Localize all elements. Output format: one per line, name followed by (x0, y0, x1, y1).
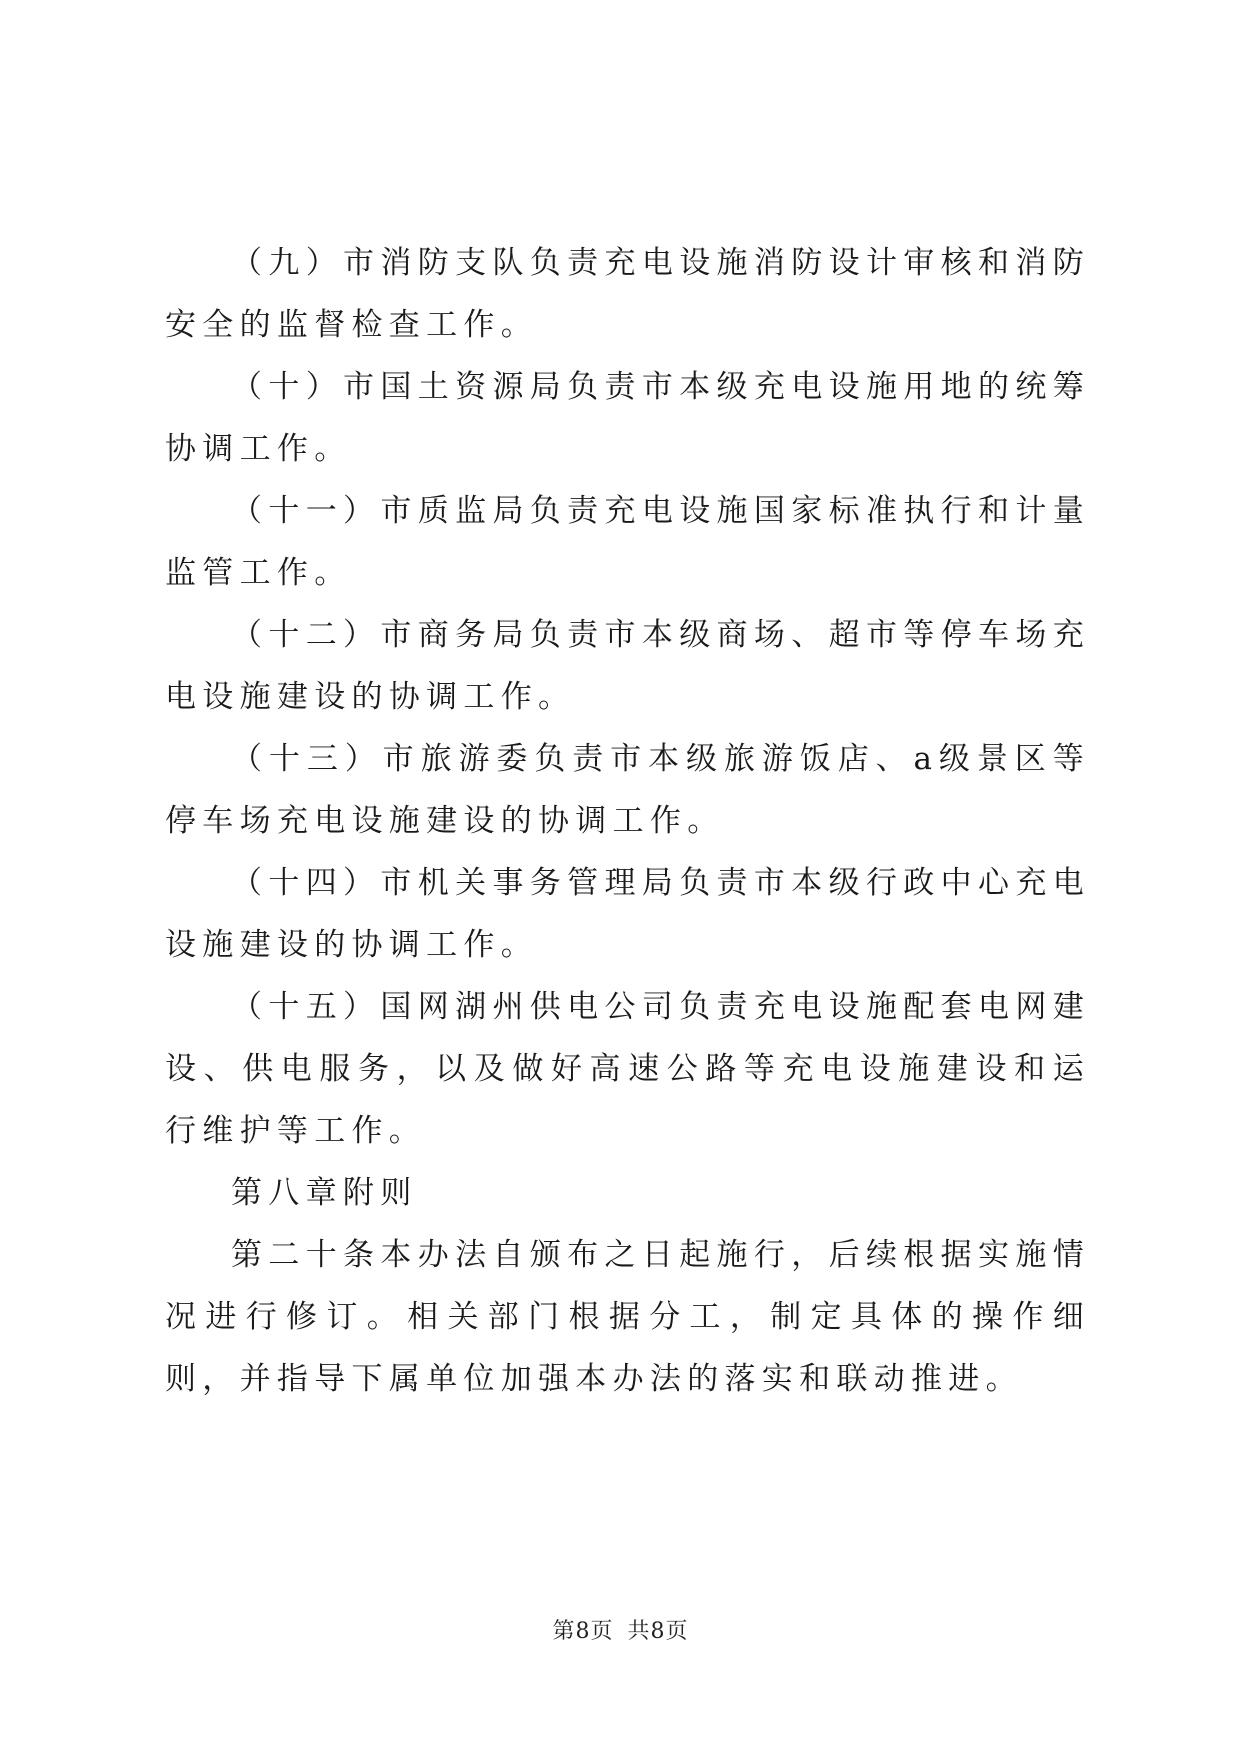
chapter-heading: 第八章附则 (231, 1175, 418, 1211)
page-number: 第8页 (552, 1619, 614, 1644)
page-footer (0, 1614, 1241, 1645)
paragraph-item-11: （十一）市质监局负责充电设施国家标准执行和计量监管工作。 (165, 493, 1090, 591)
paragraph-item-13: （十三）市旅游委负责市本级旅游饭店、a级景区等停车场充电设施建设的协调工作。 (165, 741, 1090, 839)
paragraph-item-14: （十四）市机关事务管理局负责市本级行政中心充电设施建设的协调工作。 (165, 865, 1090, 963)
document-body (165, 232, 1090, 1410)
paragraph-item-9: （九）市消防支队负责充电设施消防设计审核和消防安全的监督检查工作。 (165, 245, 1090, 343)
paragraph-item-10: （十）市国土资源局负责市本级充电设施用地的统筹协调工作。 (165, 369, 1090, 467)
paragraph-item-12: （十二）市商务局负责市本级商场、超市等停车场充电设施建设的协调工作。 (165, 617, 1090, 715)
page-total: 共8页 (627, 1619, 689, 1644)
paragraph-item-15: （十五）国网湖州供电公司负责充电设施配套电网建设、供电服务，以及做好高速公路等充电设施建设和运行维护等工作。 (165, 989, 1090, 1149)
article-20: 第二十条本办法自颁布之日起施行，后续根据实施情况进行修订。相关部门根据分工，制定具体的操作细则，并指导下属单位加强本办法的落实和联动推进。 (165, 1237, 1090, 1397)
